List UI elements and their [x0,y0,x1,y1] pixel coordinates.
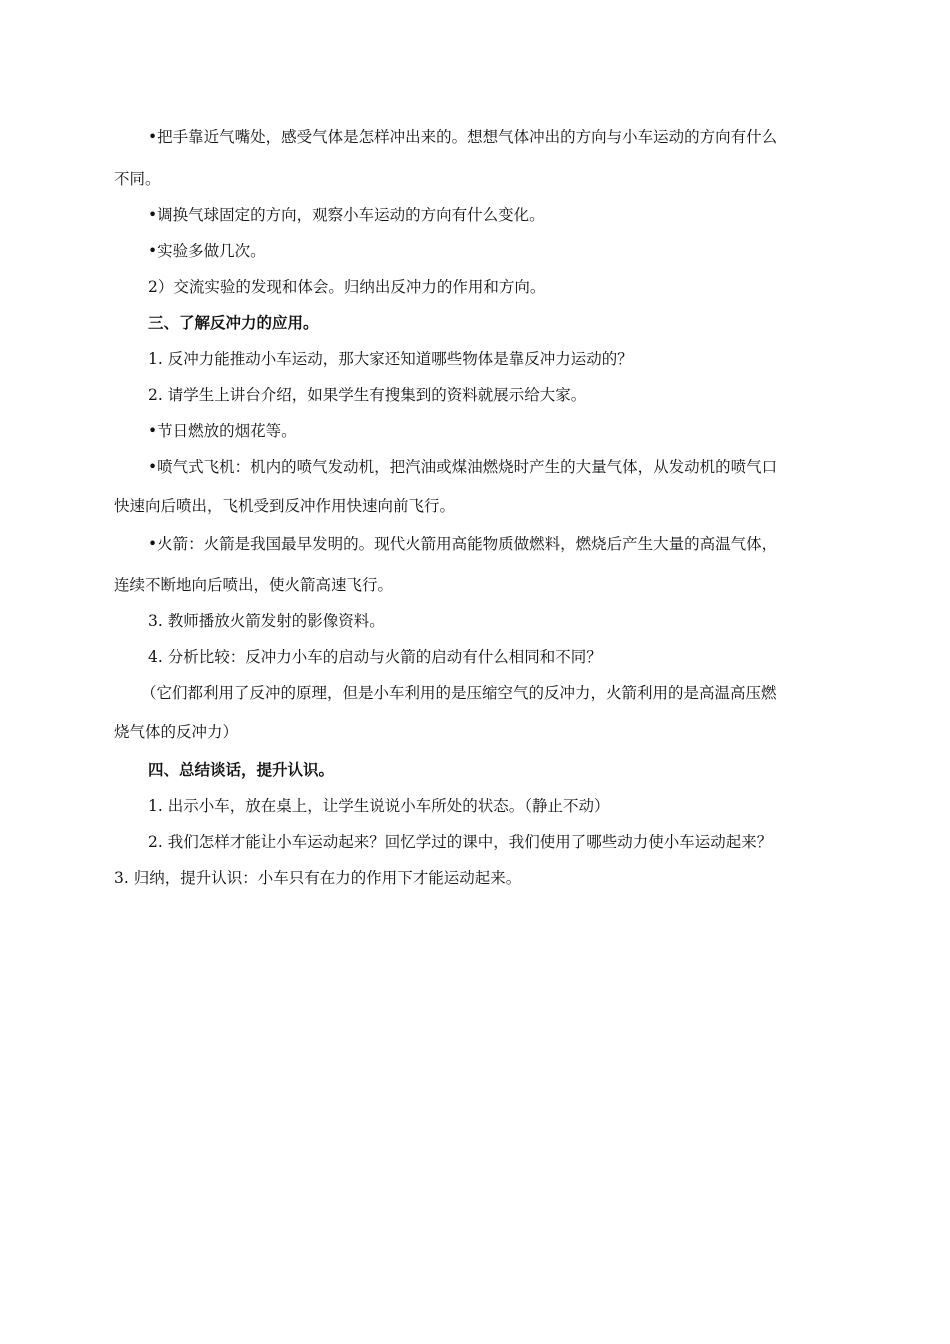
item-2-student-intro: 2. 请学生上讲台介绍，如果学生有搜集到的资料就展示给大家。 [148,386,587,404]
note-comparison-cont: 烧气体的反冲力） [114,723,239,741]
note-comparison: （它们都利用了反冲的原理，但是小车利用的是压缩空气的反冲力，火箭利用的是高温高压燃 [141,684,777,702]
item-4-compare: 4. 分析比较：反冲力小车的启动与火箭的启动有什么相同和不同？ [148,648,602,666]
bullet-repeat-experiment: •实验多做几次。 [148,242,266,260]
summary-item-1: 1. 出示小车，放在桌上，让学生说说小车所处的状态。（静止不动） [148,797,610,815]
bullet-rocket-cont: 连续不断地向后喷出，使火箭高速飞行。 [114,576,394,594]
item-3-video: 3. 教师播放火箭发射的影像资料。 [148,612,385,630]
bullet-hand-near-nozzle-cont: 不同。 [114,170,161,188]
section-heading-summary: 四、总结谈话，提升认识。 [148,760,335,779]
summary-item-3: 3. 归纳，提升认识：小车只有在力的作用下才能运动起来。 [114,869,522,887]
bullet-change-balloon-direction: •调换气球固定的方向，观察小车运动的方向有什么变化。 [148,206,545,224]
step-share-findings: 2）交流实验的发现和体会。归纳出反冲力的作用和方向。 [148,278,546,296]
bullet-jet-plane-cont: 快速向后喷出，飞机受到反冲作用快速向前飞行。 [114,497,456,515]
summary-item-2: 2. 我们怎样才能让小车运动起来？回忆学过的课中，我们使用了哪些动力使小车运动起来？ [148,833,773,851]
bullet-rocket: •火箭：火箭是我国最早发明的。现代火箭用高能物质做燃料，燃烧后产生大量的高温气体， [148,535,778,553]
item-1-question: 1. 反冲力能推动小车运动，那大家还知道哪些物体是靠反冲力运动的？ [148,350,633,368]
section-heading-applications: 三、了解反冲力的应用。 [148,313,319,332]
bullet-fireworks: •节日燃放的烟花等。 [148,422,297,440]
bullet-hand-near-nozzle: •把手靠近气嘴处，感受气体是怎样冲出来的。想想气体冲出的方向与小车运动的方向有什么 [148,128,778,146]
bullet-jet-plane: •喷气式飞机：机内的喷气发动机，把汽油或煤油燃烧时产生的大量气体，从发动机的喷气口 [148,458,778,476]
